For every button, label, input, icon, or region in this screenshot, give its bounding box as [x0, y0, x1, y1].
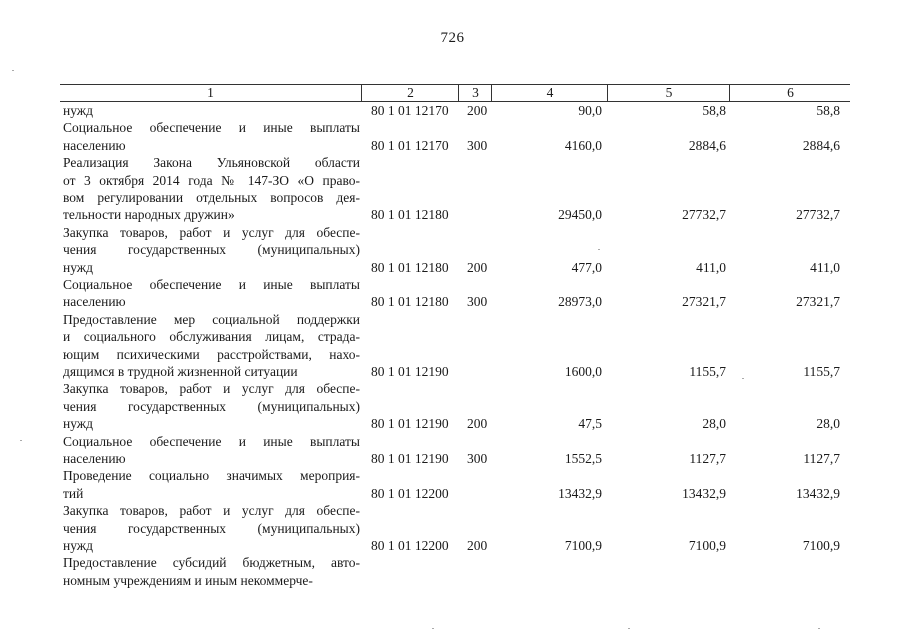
description-line: чения государственных (муниципальных) — [63, 242, 360, 258]
amount-col-4: 1552,5 — [564, 450, 602, 466]
amount-col-5: 411,0 — [696, 259, 726, 275]
amount-col-6: 2884,6 — [802, 137, 840, 153]
budget-code: 80 1 01 12190 — [371, 416, 449, 432]
description-line: тий — [63, 485, 84, 501]
description-line: нужд — [63, 103, 93, 118]
expense-type: 300 — [467, 294, 488, 310]
row-description — [63, 311, 360, 381]
description-line: Реализация Закона Ульяновской области — [63, 155, 360, 171]
amount-col-5: 27321,7 — [682, 294, 726, 310]
header-col-5: 5 — [607, 85, 730, 101]
header-col-3: 3 — [458, 85, 492, 101]
budget-code: 80 1 01 12180 — [371, 294, 449, 310]
amount-col-5: 58,8 — [702, 103, 726, 118]
description-line: Социальное обеспечение и иные выплаты — [63, 120, 360, 136]
header-col-2: 2 — [361, 85, 459, 101]
scan-speck — [432, 628, 434, 629]
description-line: ющим психическими расстройствами, нахо- — [63, 346, 360, 362]
row-description — [63, 380, 360, 432]
amount-col-5: 7100,9 — [688, 537, 726, 553]
table-header — [60, 84, 850, 102]
scan-speck — [20, 440, 22, 441]
description-line: Предоставление субсидий бюджетным, авто- — [63, 555, 360, 571]
expense-type: 200 — [467, 416, 488, 432]
description-line: населению — [63, 451, 126, 466]
description-line: Предоставление мер социальной поддержки — [63, 311, 360, 327]
budget-code: 80 1 01 12180 — [371, 207, 449, 223]
expense-type: 300 — [467, 137, 488, 153]
scan-speck — [12, 70, 14, 71]
description-line: Закупка товаров, работ и услуг для обеспе- — [63, 224, 360, 240]
amount-col-5: 27732,7 — [682, 207, 726, 223]
amount-col-6: 58,8 — [816, 103, 840, 118]
budget-code: 80 1 01 12170 — [371, 103, 449, 118]
budget-code: 80 1 01 12190 — [371, 363, 449, 379]
scan-speck — [598, 249, 600, 250]
amount-col-6: 411,0 — [810, 259, 840, 275]
amount-col-4: 4160,0 — [564, 137, 602, 153]
amount-col-6: 1155,7 — [803, 363, 840, 379]
row-description — [63, 119, 360, 154]
description-line: Проведение социально значимых мероприя- — [63, 468, 360, 484]
amount-col-6: 28,0 — [816, 416, 840, 432]
row-description — [63, 102, 360, 119]
description-line: нужд — [63, 416, 93, 432]
expense-type: 200 — [467, 103, 488, 118]
amount-col-6: 1127,7 — [803, 450, 840, 466]
description-line: вом регулировании отдельных вопросов дея- — [63, 190, 360, 205]
amount-col-6: 27732,7 — [796, 207, 840, 223]
amount-col-4: 90,0 — [578, 103, 602, 118]
amount-col-4: 7100,9 — [564, 537, 602, 553]
description-line: Социальное обеспечение и иные выплаты — [63, 433, 360, 449]
amount-col-5: 28,0 — [702, 416, 726, 432]
description-line: нужд — [63, 538, 93, 553]
description-line: чения государственных (муниципальных) — [63, 520, 360, 536]
description-line: тельности народных дружин» — [63, 207, 235, 223]
scan-speck — [628, 628, 630, 629]
expense-type: 200 — [467, 537, 488, 553]
amount-col-6: 27321,7 — [796, 294, 840, 310]
budget-code: 80 1 01 12200 — [371, 537, 449, 553]
description-line: населению — [63, 137, 126, 153]
amount-col-4: 477,0 — [571, 259, 602, 275]
budget-code: 80 1 01 12200 — [371, 485, 449, 501]
description-line: населению — [63, 294, 126, 310]
description-line: Закупка товаров, работ и услуг для обеспе- — [63, 381, 360, 397]
description-line: от 3 октября 2014 года № 147-ЗО «О право- — [63, 172, 360, 188]
budget-code: 80 1 01 12180 — [371, 259, 449, 275]
description-line: Социальное обеспечение и иные выплаты — [63, 277, 360, 292]
description-line: чения государственных (муниципальных) — [63, 398, 360, 414]
description-line: нужд — [63, 259, 93, 275]
amount-col-6: 13432,9 — [796, 485, 840, 501]
header-col-6: 6 — [729, 85, 851, 101]
row-description — [63, 554, 360, 589]
description-line: дящимся в трудной жизненной ситуации — [63, 364, 298, 380]
row-description — [63, 502, 360, 554]
row-description — [63, 276, 360, 311]
expense-type: 200 — [467, 259, 488, 275]
description-line: Закупка товаров, работ и услуг для обеспе- — [63, 503, 360, 519]
amount-col-4: 28973,0 — [558, 294, 602, 310]
budget-code: 80 1 01 12190 — [371, 450, 449, 466]
amount-col-4: 47,5 — [578, 416, 602, 432]
row-description — [63, 433, 360, 468]
scan-speck — [818, 628, 820, 629]
amount-col-5: 13432,9 — [682, 485, 726, 501]
description-line: номным учреждениям и иным некоммерче- — [63, 572, 313, 588]
budget-code: 80 1 01 12170 — [371, 137, 449, 153]
amount-col-5: 1155,7 — [689, 363, 726, 379]
row-description — [63, 467, 360, 502]
amount-col-4: 1600,0 — [564, 363, 602, 379]
header-col-1: 1 — [207, 85, 214, 100]
amount-col-5: 2884,6 — [688, 137, 726, 153]
header-col-4: 4 — [491, 85, 608, 101]
page-number: 726 — [440, 30, 465, 46]
row-description — [63, 154, 360, 224]
scan-speck — [742, 378, 744, 379]
row-description — [63, 224, 360, 276]
amount-col-5: 1127,7 — [689, 450, 726, 466]
expense-type: 300 — [467, 450, 488, 466]
description-line: и социального обслуживания лицам, страда- — [63, 329, 360, 345]
amount-col-6: 7100,9 — [802, 537, 840, 553]
amount-col-4: 29450,0 — [558, 207, 602, 223]
amount-col-4: 13432,9 — [558, 485, 602, 501]
